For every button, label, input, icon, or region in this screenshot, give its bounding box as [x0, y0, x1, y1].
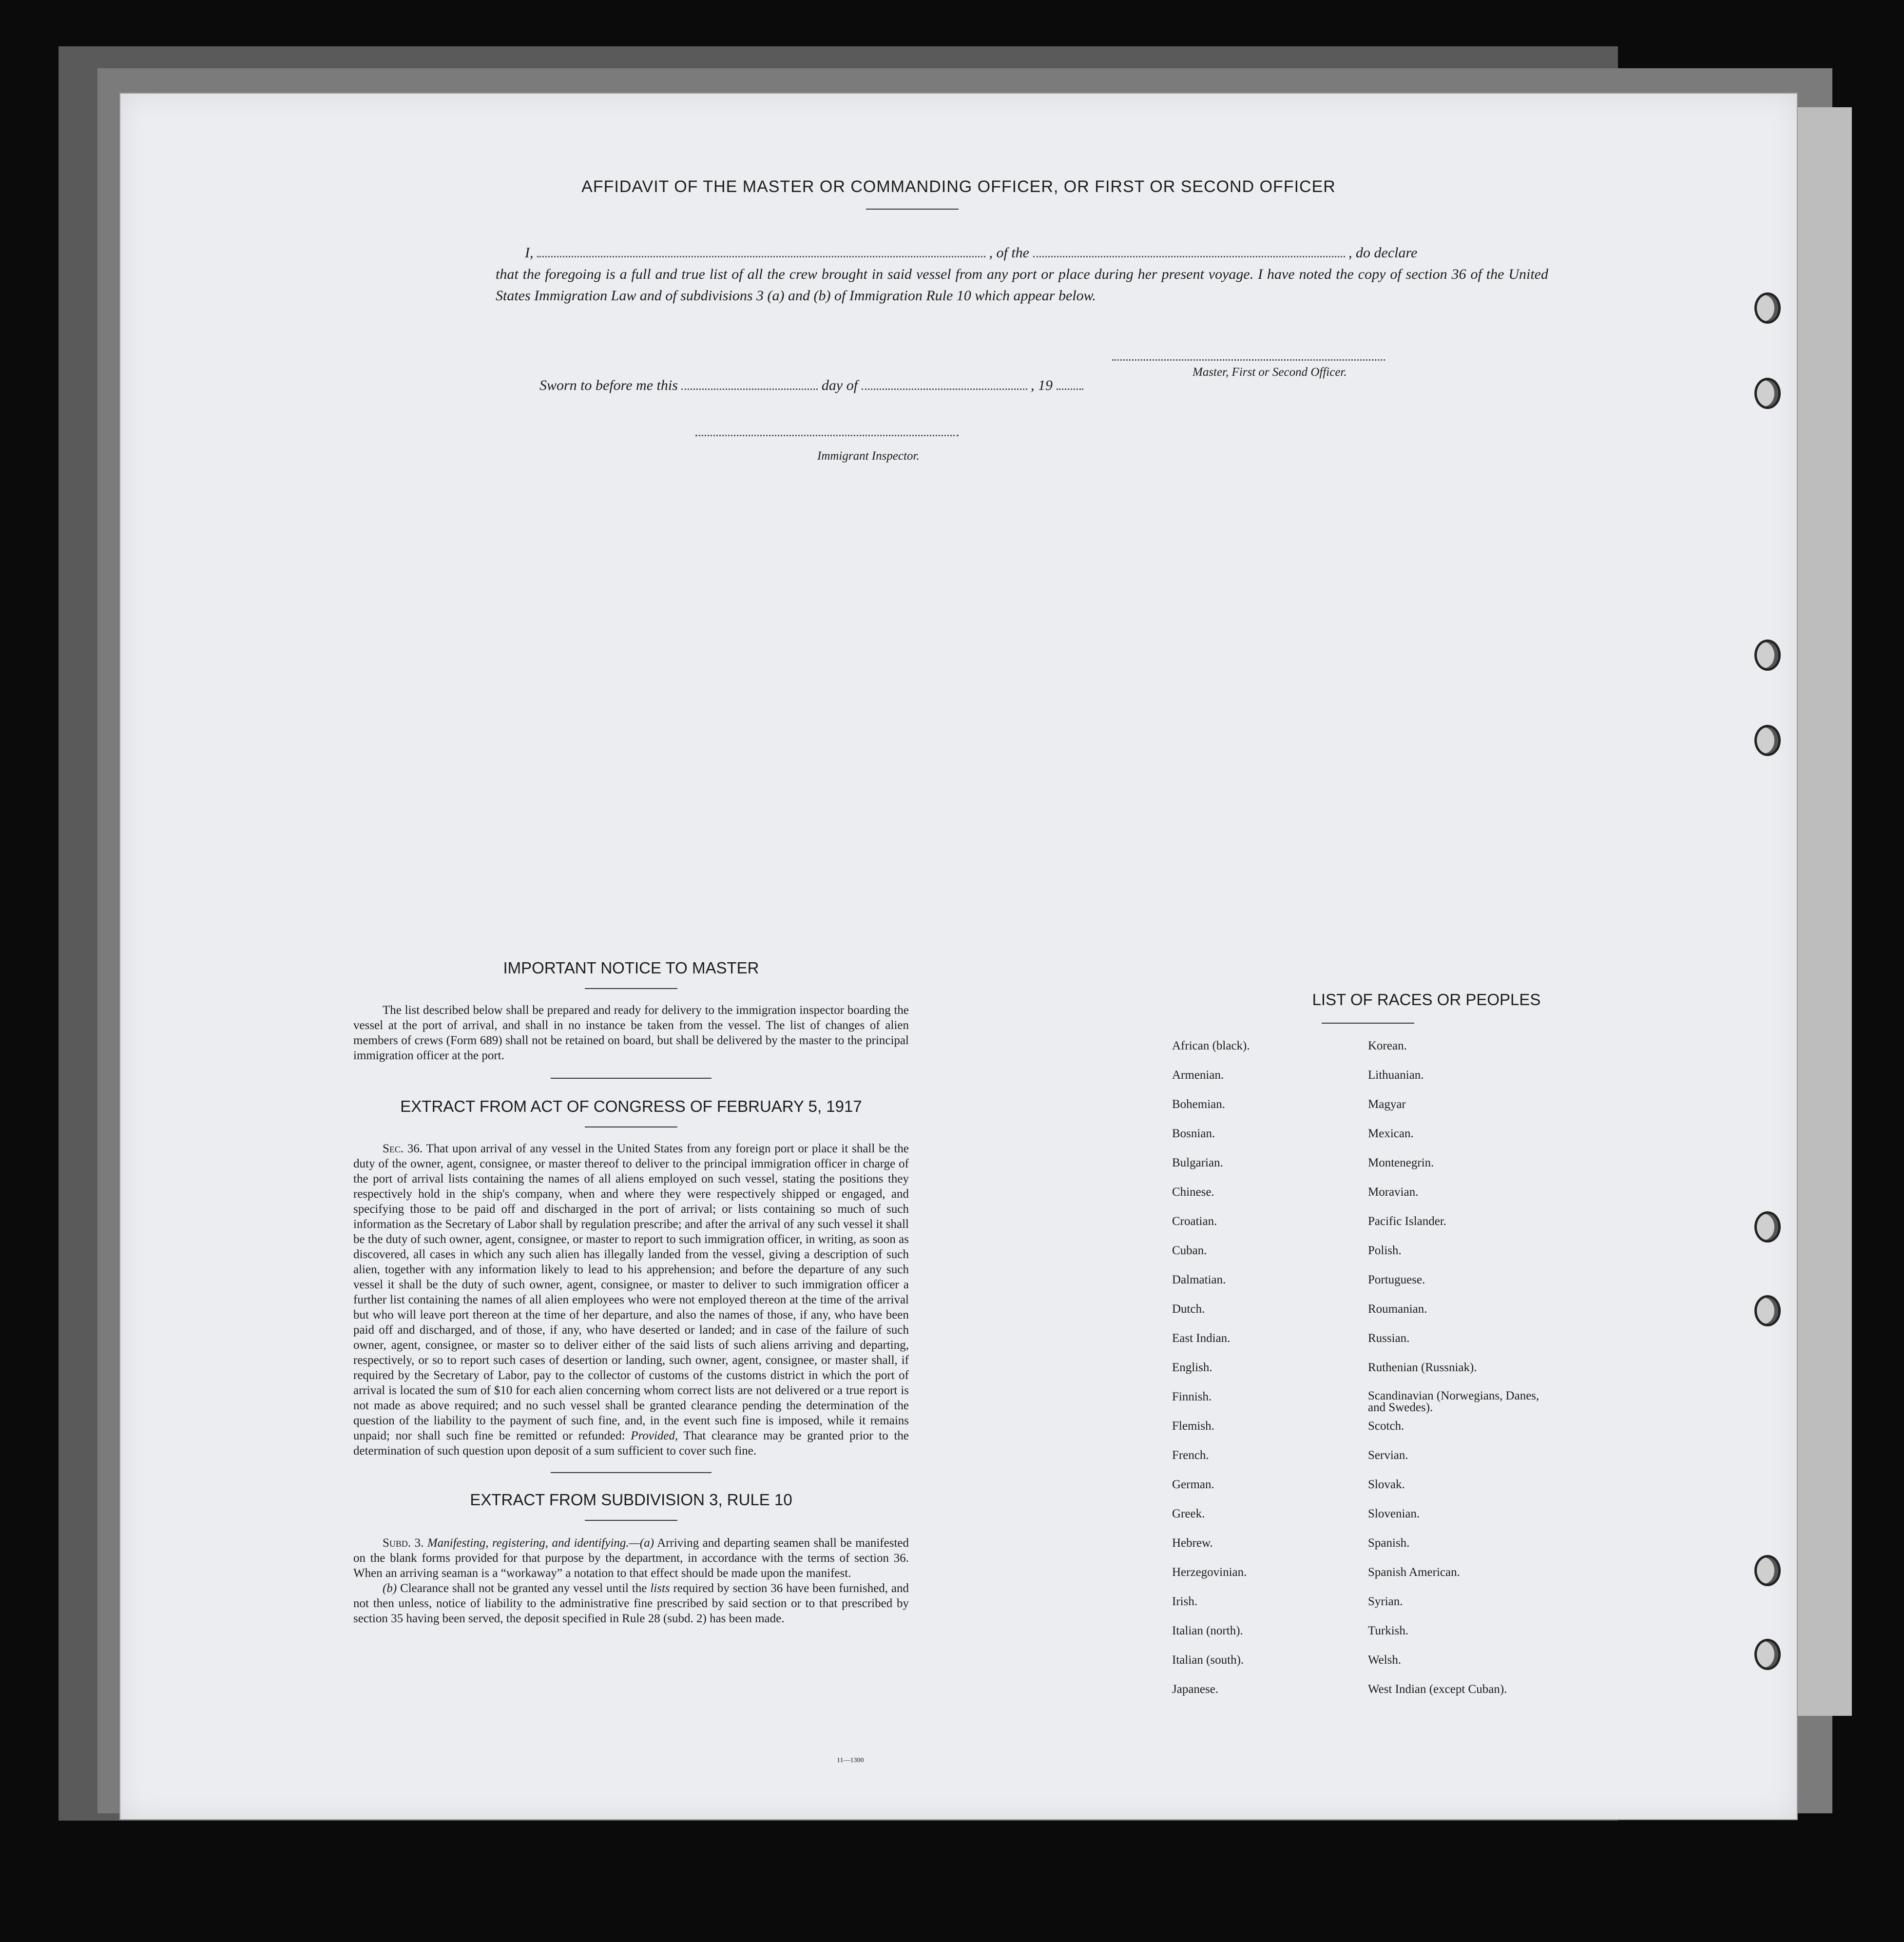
- para-b-lists: lists: [650, 1582, 670, 1595]
- race-item: Lithuanian.: [1368, 1068, 1424, 1082]
- subd-label: Subd. 3.: [383, 1536, 424, 1550]
- sec-36-body: That upon arrival of any vessel in the United States from any foreign port or place it shall be the duty of the owner, agent, consignee, or master thereof to deliver to the principal immigration officer in charge of the port of arrival lists containing the names of all aliens employed on such vessel, stating the positions they respectively hold in the ship's company, when and where they were respectively shipped or engaged, and specifying those to be paid off and discharged in the port of arrival; or lists containing so much of such information as the Secretary of Labor shall by regulation prescribe; and after the arrival of any such vessel it shall be the duty of such owner, agent, consignee, or master to report to such immigration officer, in writing, as soon as discovered, all cases in which any such alien has illegally landed from the vessel, giving a description of such alien, together with any information likely to lead to his apprehension; and before the departure of any such vessel it shall be the duty of such owner, agent, consignee, or master to deliver to such immigration officer a further list containing the names of all alien employees who were not employed thereon at the time of the arrival but who will leave port thereon at the time of her departure, and also the names of those, if any, who have been paid off and discharged, and of those, if any, who have deserted or landed; and in case of the failure of such owner, agent, consignee, or master so to deliver either of the said lists of such aliens arriving and departing, respectively, or so to report such cases of desertion or landing, such owner, agent, consignee, or master shall, if required by the Secretary of Labor, pay to the collector of customs of the customs district in which the port of arrival is located the sum of $10 for each alien concerning whom correct lists are not delivered or a true report is not made as above required; and no such vessel shall be granted clearance pending the determination of the question of the liability to the payment of such fine, and, in the event such fine is imposed, while it remains unpaid; nor shall such fine be remitted or refunded:: [353, 1142, 909, 1442]
- race-item: Herzegovinian.: [1172, 1566, 1247, 1579]
- race-item: Moravian.: [1368, 1185, 1419, 1199]
- race-item: Roumanian.: [1368, 1302, 1427, 1316]
- para-a-body: Arriving and departing seamen shall be manifested on the blank forms provided for that purpose by the department, in accordance with the terms of section 36. When an arriving seaman is a “workaway” a notation to that effect should be made upon the manifest.: [353, 1536, 909, 1580]
- subd-b-text: [353, 1581, 909, 1626]
- binder-hole: [1754, 1555, 1781, 1586]
- notice-rule: [585, 988, 677, 989]
- race-item: English.: [1172, 1361, 1212, 1374]
- sworn-label: Sworn to before me this: [539, 377, 678, 393]
- binder-hole: [1754, 1295, 1781, 1326]
- master-signature-label: Master, First or Second Officer.: [1192, 366, 1347, 379]
- rule-rule: [585, 1520, 677, 1521]
- race-item: Mexican.: [1368, 1127, 1414, 1140]
- race-item: Italian (north).: [1172, 1624, 1243, 1637]
- name-field[interactable]: [537, 256, 985, 257]
- race-item: Hebrew.: [1172, 1536, 1213, 1550]
- races-title: LIST OF RACES OR PEOPLES: [1312, 990, 1541, 1009]
- race-item: Bulgarian.: [1172, 1156, 1223, 1169]
- race-item: Turkish.: [1368, 1624, 1409, 1637]
- affidavit-declaration: that the foregoing is a full and true list of all the crew brought in said vessel from any port or place during her present voyage. I have noted the copy of section 36 of the United States Immigration Law and of subdivisions 3 (a) and (b) of Immigration Rule 10 which appear below.: [496, 266, 1548, 304]
- act-divider: [551, 1472, 712, 1473]
- notice-divider: [551, 1078, 712, 1079]
- race-item: Dalmatian.: [1172, 1273, 1226, 1286]
- act-extract-title: EXTRACT FROM ACT OF CONGRESS OF FEBRUARY 5, 1917: [400, 1097, 862, 1115]
- race-item: Scotch.: [1368, 1419, 1404, 1433]
- race-item: Montenegrin.: [1368, 1156, 1434, 1169]
- race-item: Pacific Islander.: [1368, 1215, 1447, 1228]
- day-of-label: day of: [821, 377, 858, 393]
- race-item: Portuguese.: [1368, 1273, 1425, 1286]
- binder-hole: [1754, 1211, 1781, 1243]
- title-rule: [866, 209, 959, 210]
- subd-heading: Manifesting, registering, and identifying.: [427, 1536, 629, 1550]
- sworn-line: [539, 377, 1083, 394]
- race-item: West Indian (except Cuban).: [1368, 1683, 1507, 1696]
- of-the-label: , of the: [989, 245, 1029, 261]
- do-declare-label: , do declare: [1348, 245, 1418, 261]
- race-item: Finnish.: [1172, 1390, 1212, 1403]
- race-item: Armenian.: [1172, 1068, 1224, 1082]
- sec-label: Sec. 36.: [383, 1142, 423, 1155]
- race-item: Polish.: [1368, 1244, 1402, 1257]
- race-item: Spanish.: [1368, 1536, 1410, 1550]
- race-item: Dutch.: [1172, 1302, 1205, 1316]
- sworn-day-field[interactable]: [681, 388, 818, 390]
- race-item: African (black).: [1172, 1039, 1250, 1052]
- year-label: , 19: [1031, 377, 1053, 393]
- race-item: French.: [1172, 1449, 1209, 1462]
- race-item: Slovenian.: [1368, 1507, 1420, 1520]
- race-item: Bosnian.: [1172, 1127, 1215, 1140]
- binder-hole: [1754, 378, 1781, 409]
- line-i-label: I,: [525, 245, 534, 261]
- sec-36-tail: That clearance may be granted prior to the determination of such question upon deposit of a sum sufficient to cover such fine.: [353, 1429, 909, 1457]
- race-item: Magyar: [1368, 1098, 1406, 1111]
- inspector-label: Immigrant Inspector.: [817, 449, 920, 463]
- master-signature-field[interactable]: [1112, 359, 1385, 361]
- provided-word: Provided,: [631, 1429, 678, 1442]
- race-item: Japanese.: [1172, 1683, 1219, 1696]
- race-item: Bohemian.: [1172, 1098, 1226, 1111]
- race-item: Italian (south).: [1172, 1653, 1244, 1667]
- race-item: Syrian.: [1368, 1595, 1403, 1608]
- form-number: 11—1300: [837, 1757, 864, 1764]
- para-b-part1: Clearance shall not be granted any vessel until the: [400, 1582, 647, 1595]
- race-item: Scandinavian (Norwegians, Danes, and Swedes).: [1368, 1389, 1539, 1414]
- binder-hole: [1754, 725, 1781, 756]
- affidavit-body: [496, 242, 1548, 307]
- notice-text: The list described below shall be prepared and ready for delivery to the immigration inspector boarding the vessel at the port of arrival, and shall in no instance be taken from the vessel. The list of changes of alien members of crews (Form 689) shall not be retained on board, but shall be delivered by the master to the principal immigration officer at the port.: [353, 1004, 909, 1062]
- race-item: Slovak.: [1368, 1478, 1405, 1491]
- binder-hole: [1754, 640, 1781, 671]
- sworn-year-field[interactable]: [1057, 388, 1083, 390]
- affidavit-page: [119, 93, 1798, 1820]
- race-item: Welsh.: [1368, 1653, 1402, 1667]
- para-a-label: —(a): [629, 1536, 654, 1550]
- binder-hole: [1754, 292, 1781, 324]
- race-item: Irish.: [1172, 1595, 1198, 1608]
- race-item: Spanish American.: [1368, 1566, 1460, 1579]
- race-item: Greek.: [1172, 1507, 1205, 1520]
- race-item: East Indian.: [1172, 1332, 1231, 1345]
- races-rule: [1322, 1023, 1414, 1024]
- race-item: Korean.: [1368, 1039, 1407, 1052]
- race-item: Ruthenian (Russniak).: [1368, 1361, 1477, 1374]
- subd-a-text: [353, 1535, 909, 1581]
- race-item: Cuban.: [1172, 1244, 1207, 1257]
- act-extract-text: [353, 1141, 909, 1458]
- vessel-field[interactable]: [1033, 256, 1345, 257]
- race-item: Chinese.: [1172, 1185, 1214, 1199]
- para-b-label: (b): [383, 1582, 397, 1595]
- notice-title: IMPORTANT NOTICE TO MASTER: [503, 959, 759, 977]
- inspector-signature-field[interactable]: [695, 435, 959, 436]
- binder-hole: [1754, 1639, 1781, 1670]
- act-rule: [585, 1126, 677, 1127]
- para-b-part2: required by section 36 have been furnished, and not then unless, notice of liability to the administrative fine prescribed by said section or to that prescribed by section 35 having been served, the deposit specified in Rule 28 (subd. 2) has been made.: [353, 1582, 909, 1625]
- race-item: Servian.: [1368, 1449, 1408, 1462]
- left-column: [353, 959, 909, 1626]
- sworn-month-field[interactable]: [862, 388, 1027, 390]
- race-item: Flemish.: [1172, 1419, 1214, 1433]
- race-item: Croatian.: [1172, 1215, 1217, 1228]
- race-item: Russian.: [1368, 1332, 1410, 1345]
- rule-extract-title: EXTRACT FROM SUBDIVISION 3, RULE 10: [470, 1491, 792, 1509]
- race-item: German.: [1172, 1478, 1214, 1491]
- affidavit-title: AFFIDAVIT OF THE MASTER OR COMMANDING OFFICER, OR FIRST OR SECOND OFFICER: [581, 177, 1336, 196]
